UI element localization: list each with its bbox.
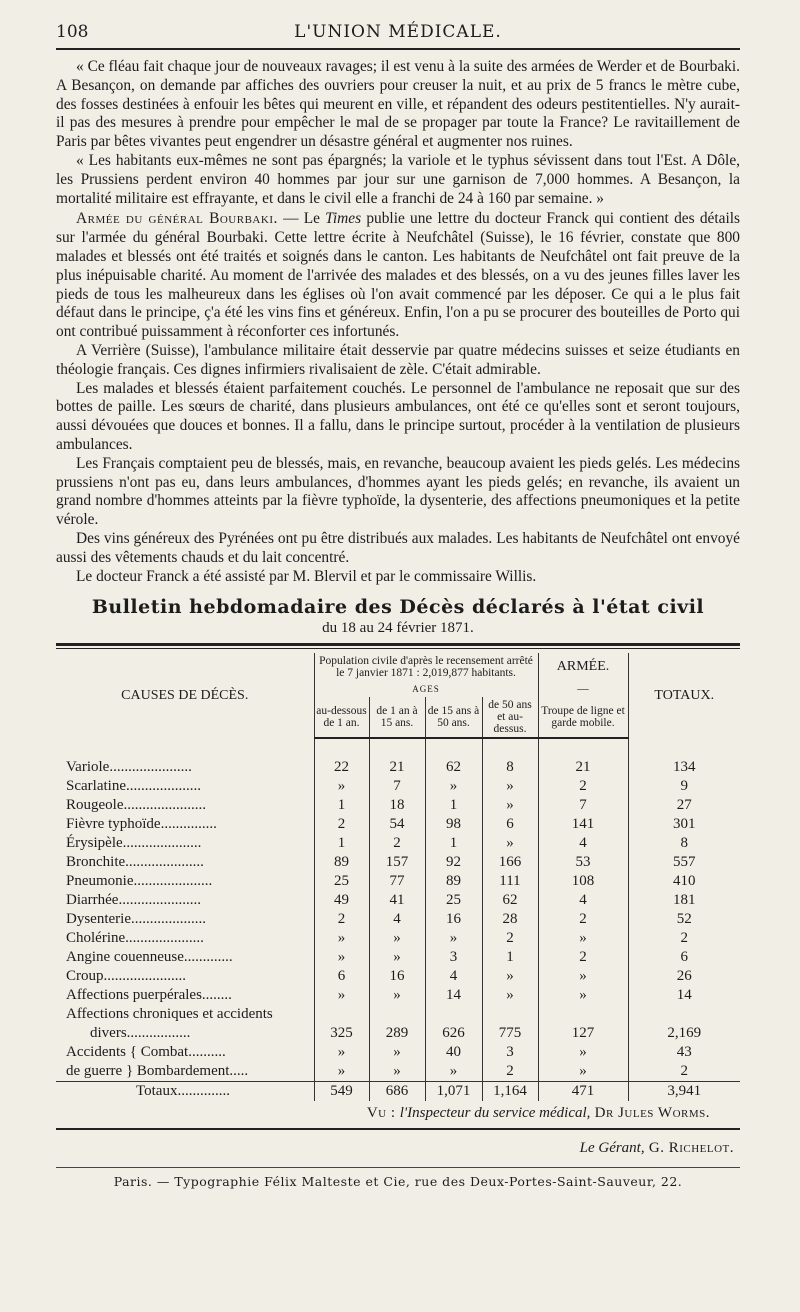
cause-cell: Affections puerpérales........ xyxy=(66,987,232,1004)
body-paragraph: Le docteur Franck a été assisté par M. Blervil et par le commissaire Willis. xyxy=(76,567,537,585)
bulletin-title: Bulletin hebdomadaire des Décès déclarés à l'état civil xyxy=(91,596,705,619)
header-rule xyxy=(56,48,740,50)
value-cell: 62 xyxy=(425,758,482,777)
page-header xyxy=(56,22,740,42)
value-cell: » xyxy=(538,929,628,948)
value-cell: 301 xyxy=(628,815,740,834)
value-cell: » xyxy=(314,948,369,967)
value-cell: » xyxy=(538,986,628,1005)
cause-cell: Cholérine..................... xyxy=(66,930,204,947)
value-cell: 92 xyxy=(425,853,482,872)
total-cell: 1,164 xyxy=(482,1082,538,1102)
table-row xyxy=(56,948,740,967)
value-cell: 2 xyxy=(628,1062,740,1082)
quote-paragraph: « Les habitants eux-mêmes ne sont pas épargnés; la variole et le typhus sévissent dans tout l'Est. A Dôle, les Prussiens perdent environ 40 hommes par jour sur une garnison de 7,000 hommes. A Besançon, la mortalité militaire est effrayante, et dans le civil elle a franchi de 24 à 160 par semaine. » xyxy=(56,151,740,207)
value-cell: 1 xyxy=(314,796,369,815)
value-cell: 25 xyxy=(314,872,369,891)
value-cell: » xyxy=(425,777,482,796)
cause-cell: Diarrhée...................... xyxy=(66,892,201,909)
value-cell: 28 xyxy=(482,910,538,929)
value-cell: 4 xyxy=(538,834,628,853)
value-cell: 157 xyxy=(369,853,425,872)
value-cell: 4 xyxy=(538,891,628,910)
age-header: de 50 ans et au-dessus. xyxy=(482,697,538,738)
value-cell: 6 xyxy=(628,948,740,967)
body-paragraph: Les malades et blessés étaient parfaitement couchés. Le personnel de l'ambulance ne reposait que sur des bottes de paille. Les sœurs de charité, dans plusieurs ambulances, ont été ce qu'elles sont et seront toujours, aussi dévouées que douces et bonnes. Il a fallu, dans le principe surtout, procéder à la ventilation de plusieurs ambulances. xyxy=(56,379,740,453)
body-paragraph: Les Français comptaient peu de blessés, mais, en revanche, beaucoup avaient les pieds gelés. Les médecins prussiens n'ont pas eu, dans leurs ambulances, d'hommes ayant les pieds gelés; en revanche, ils avaient un grand nombre d'hommes atteints par la fièvre typhoïde, la dysenterie, des affections pneumoniques et la petite vérole. xyxy=(56,454,740,529)
totals-row xyxy=(56,1082,740,1102)
cause-cell: Fièvre typhoïde............... xyxy=(66,816,217,833)
value-cell: » xyxy=(314,777,369,796)
quote-paragraph: « Ce fléau fait chaque jour de nouveaux ravages; il est venu à la suite des armées de Werder et de Bourbaki. A Besançon, on demande par affiches des ouvriers pour creuser la nuit, et au prix de 5 francs le mètre cube, des fosses destinées à enfouir les bêtes qui meurent en ville, et répandent des odeurs pestitentielles. N'y aurait-il pas des mesures à prendre pour empêcher le mal de se propager par toute la France? Le ravitaillement de Paris par bêtes vivantes peut engendrer un désastre général et augmenter nos ruines. xyxy=(56,58,740,151)
value-cell: 2 xyxy=(482,929,538,948)
value-cell: » xyxy=(538,1043,628,1062)
total-cell: 549 xyxy=(314,1082,369,1102)
value-cell: 1 xyxy=(425,796,482,815)
value-cell: 26 xyxy=(628,967,740,986)
value-cell: 2 xyxy=(538,948,628,967)
cause-cell: Croup...................... xyxy=(66,968,186,985)
value-cell: 2 xyxy=(538,777,628,796)
value-cell: 9 xyxy=(628,777,740,796)
section-heading: Armée du général Bourbaki. xyxy=(76,210,278,228)
table-row xyxy=(56,1005,740,1024)
ages-header: AGES xyxy=(314,681,538,697)
value-cell: 53 xyxy=(538,853,628,872)
value-cell: » xyxy=(482,834,538,853)
body-paragraph: A Verrière (Suisse), l'ambulance militaire était desservie par quatre médecins suisses et seize étudiants en théologie français. Ces dignes infirmiers rivalisaient de zèle. C'était admirable. xyxy=(56,341,740,378)
value-cell: 127 xyxy=(538,1024,628,1043)
age-header: de 1 an à 15 ans. xyxy=(369,697,425,738)
value-cell: » xyxy=(425,929,482,948)
value-cell: 22 xyxy=(314,758,369,777)
total-cell: 471 xyxy=(538,1082,628,1102)
value-cell: 2 xyxy=(314,815,369,834)
value-cell: 410 xyxy=(628,872,740,891)
table-row xyxy=(56,872,740,891)
armee-header: ARMÉE. xyxy=(538,653,628,681)
value-cell: 89 xyxy=(425,872,482,891)
value-cell: » xyxy=(314,986,369,1005)
value-cell: 21 xyxy=(538,758,628,777)
cause-cell: divers................. xyxy=(90,1025,191,1042)
value-cell: 8 xyxy=(628,834,740,853)
cause-cell: Rougeole...................... xyxy=(66,797,206,814)
value-cell: 62 xyxy=(482,891,538,910)
table-row xyxy=(56,929,740,948)
value-cell: 18 xyxy=(369,796,425,815)
table-row xyxy=(56,910,740,929)
table-row xyxy=(56,834,740,853)
cause-cell: Pneumonie..................... xyxy=(66,873,213,890)
total-cell: 3,941 xyxy=(628,1082,740,1102)
value-cell: » xyxy=(369,929,425,948)
cause-cell: Variole...................... xyxy=(66,759,192,776)
value-cell: » xyxy=(314,929,369,948)
journal-page xyxy=(56,22,740,1189)
armee-paragraph: Armée du général Bourbaki. — Le Times publie une lettre du docteur Franck qui contient des détails sur l'armée du général Bourbaki. Cette lettre écrite à Neufchâtel (Suisse), le 16 février, constate que 800 malades et blessés ont été traités et soignés dans le canton. Les habitants de Neufchâtel ont fait preuve de la plus inépuisable charité. Au moment de l'arrivée des malades et des blessés, on a vu des jeunes filles laver les pieds de tous les malheureux dans les églises où l'on avait commencé par les déposer. Ce qui a le plus fait défaut dans le principe, ç'a été les vins fins et généreux. Enfin, l'on a pu se procurer des bouteilles de Porto qui ont contribué puissamment à réconforter ces infortunés. xyxy=(56,210,740,341)
value-cell: 1 xyxy=(425,834,482,853)
value-cell: 2 xyxy=(314,910,369,929)
value-cell: 3 xyxy=(425,948,482,967)
value-cell: 98 xyxy=(425,815,482,834)
population-header: Population civile d'après le recensement arrêté le 7 janvier 1871 : 2,019,877 habitants. xyxy=(314,653,538,681)
deaths-table xyxy=(56,653,740,1101)
table-row xyxy=(56,1043,740,1062)
age-header: au-dessous de 1 an. xyxy=(314,697,369,738)
gerant-signature: Le Gérant, G. Richelot. xyxy=(579,1140,734,1157)
printer-imprint: Paris. — Typographie Félix Malteste et Cie, rue des Deux-Portes-Saint-Sauveur, 22. xyxy=(56,1167,740,1189)
cause-cell: Dysenterie.................... xyxy=(66,911,206,928)
value-cell: » xyxy=(369,1043,425,1062)
value-cell: 2,169 xyxy=(628,1024,740,1043)
cause-cell: Angine couenneuse............. xyxy=(66,949,233,966)
value-cell: 2 xyxy=(369,834,425,853)
value-cell: 141 xyxy=(538,815,628,834)
body-paragraph: Des vins généreux des Pyrénées ont pu être distribués aux malades. Les habitants de Neufchâtel ont envoyé aussi des vêtements chauds et du lait concentré. xyxy=(56,529,740,566)
troupe-header: Troupe de ligne et garde mobile. xyxy=(538,697,628,738)
value-cell: 557 xyxy=(628,853,740,872)
cause-cell: de guerre } Bombardement..... xyxy=(66,1063,249,1080)
value-cell: 775 xyxy=(482,1024,538,1043)
value-cell: 4 xyxy=(425,967,482,986)
value-cell: 14 xyxy=(425,986,482,1005)
table-body-extra xyxy=(56,1005,740,1101)
value-cell: 2 xyxy=(538,910,628,929)
value-cell: » xyxy=(369,1062,425,1082)
table-row xyxy=(56,777,740,796)
armee-dash: — xyxy=(538,681,628,697)
value-cell: 1 xyxy=(314,834,369,853)
value-cell: 43 xyxy=(628,1043,740,1062)
value-cell: 40 xyxy=(425,1043,482,1062)
running-title: L'UNION MÉDICALE. xyxy=(294,22,502,42)
table-row xyxy=(56,758,740,777)
value-cell: » xyxy=(369,986,425,1005)
table-row xyxy=(56,967,740,986)
cause-cell: Scarlatine.................... xyxy=(66,778,201,795)
cause-cell: Accidents { Combat.......... xyxy=(66,1044,226,1061)
table-row xyxy=(56,796,740,815)
age-header: de 15 ans à 50 ans. xyxy=(425,697,482,738)
value-cell: 21 xyxy=(369,758,425,777)
table-row xyxy=(56,815,740,834)
total-cell: 1,071 xyxy=(425,1082,482,1102)
value-cell: 89 xyxy=(314,853,369,872)
value-cell: 14 xyxy=(628,986,740,1005)
table-row xyxy=(56,853,740,872)
value-cell: 4 xyxy=(369,910,425,929)
value-cell: » xyxy=(538,1062,628,1082)
value-cell: » xyxy=(369,948,425,967)
value-cell: » xyxy=(482,986,538,1005)
cause-cell: Bronchite..................... xyxy=(66,854,204,871)
value-cell: 134 xyxy=(628,758,740,777)
value-cell: 25 xyxy=(425,891,482,910)
value-cell: 3 xyxy=(482,1043,538,1062)
value-cell: 77 xyxy=(369,872,425,891)
value-cell: » xyxy=(482,777,538,796)
value-cell: » xyxy=(425,1062,482,1082)
page-number: 108 xyxy=(56,22,89,42)
value-cell: 2 xyxy=(482,1062,538,1082)
total-cell: 686 xyxy=(369,1082,425,1102)
times-name: Times xyxy=(325,210,362,228)
table-row xyxy=(56,1024,740,1043)
value-cell: 52 xyxy=(628,910,740,929)
article-body xyxy=(56,58,740,586)
value-cell: 16 xyxy=(369,967,425,986)
value-cell: 7 xyxy=(538,796,628,815)
value-cell: 108 xyxy=(538,872,628,891)
causes-header: CAUSES DE DÉCÈS. xyxy=(121,687,249,703)
value-cell: 16 xyxy=(425,910,482,929)
table-row xyxy=(56,1062,740,1082)
table-body xyxy=(56,738,740,1005)
bulletin-subtitle: du 18 au 24 février 1871. xyxy=(322,620,474,637)
totaux-header: TOTAUX. xyxy=(628,653,740,738)
table-row xyxy=(56,891,740,910)
value-cell: 166 xyxy=(482,853,538,872)
value-cell: 41 xyxy=(369,891,425,910)
footer-rule xyxy=(56,1128,740,1130)
value-cell: 6 xyxy=(314,967,369,986)
value-cell: 54 xyxy=(369,815,425,834)
value-cell: 181 xyxy=(628,891,740,910)
value-cell: 2 xyxy=(628,929,740,948)
value-cell: 111 xyxy=(482,872,538,891)
value-cell: 1 xyxy=(482,948,538,967)
table-top-rule xyxy=(56,643,740,649)
value-cell: » xyxy=(482,796,538,815)
table-row xyxy=(56,986,740,1005)
value-cell: 7 xyxy=(369,777,425,796)
totals-label: Totaux.............. xyxy=(56,1082,314,1102)
cause-cell: Affections chroniques et accidents xyxy=(66,1006,273,1023)
value-cell: 289 xyxy=(369,1024,425,1043)
value-cell: 49 xyxy=(314,891,369,910)
value-cell: » xyxy=(482,967,538,986)
cause-cell: Érysipèle..................... xyxy=(66,835,202,852)
value-cell: » xyxy=(538,967,628,986)
value-cell: » xyxy=(314,1043,369,1062)
inspector-signature: Vu : l'Inspecteur du service médical, Dr Jules Worms. xyxy=(366,1105,710,1122)
value-cell: 27 xyxy=(628,796,740,815)
value-cell: 626 xyxy=(425,1024,482,1043)
value-cell: 6 xyxy=(482,815,538,834)
value-cell: 325 xyxy=(314,1024,369,1043)
value-cell: 8 xyxy=(482,758,538,777)
value-cell: » xyxy=(314,1062,369,1082)
